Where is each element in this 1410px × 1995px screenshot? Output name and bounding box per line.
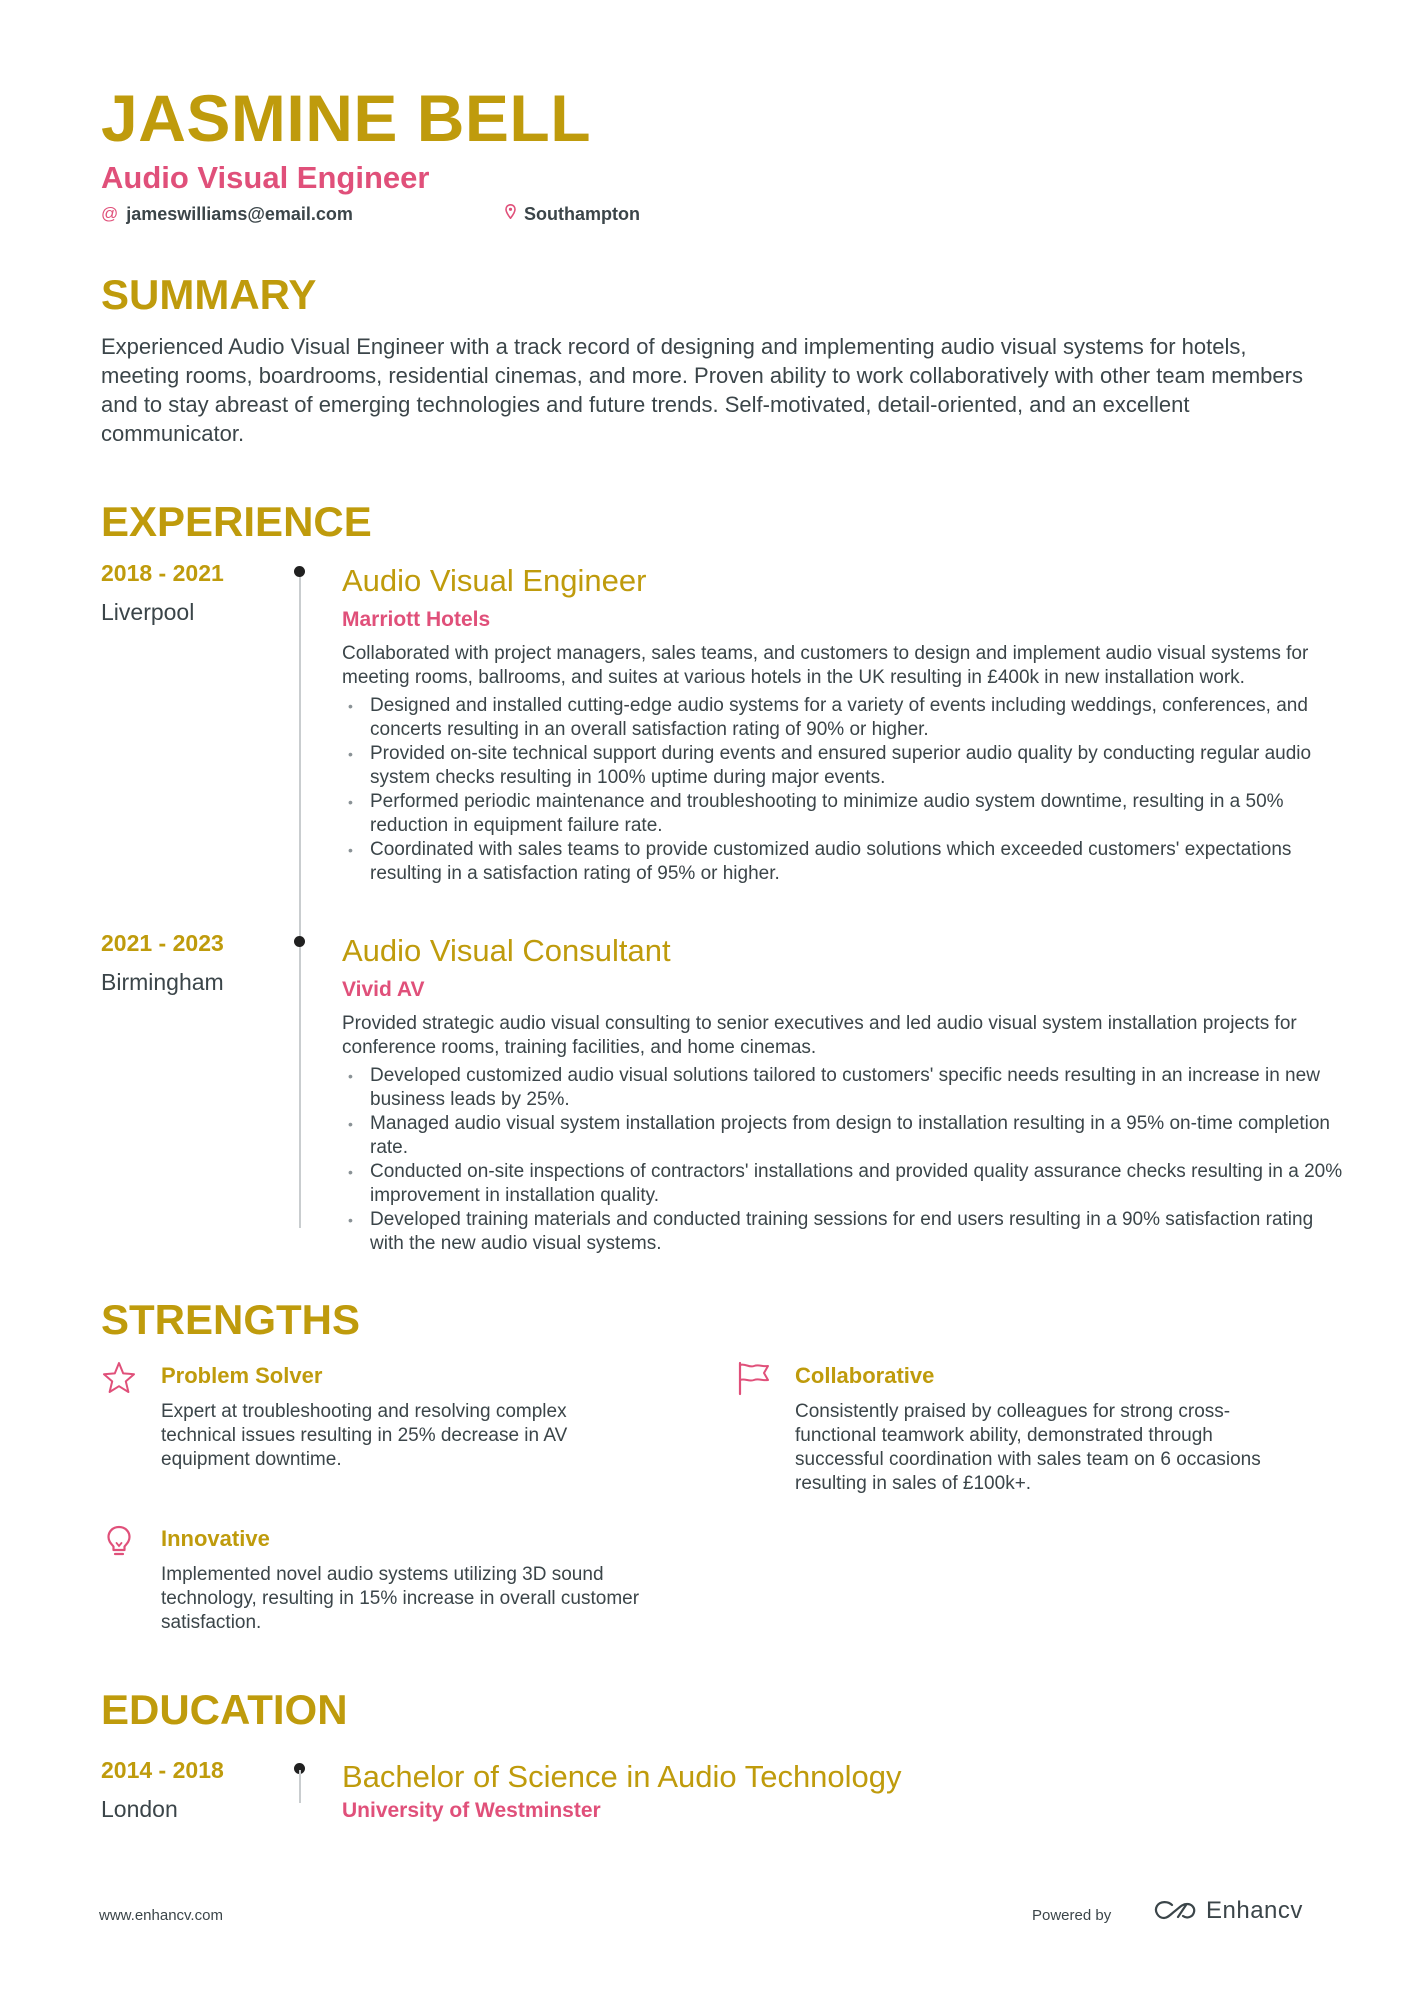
job-bullet: • Managed audio visual system installation projects from design to installation resulting in a 95% on-time completion rate. — [342, 1112, 1345, 1160]
timeline-line — [299, 572, 301, 1228]
strength-item — [101, 1360, 621, 1490]
education-location: London — [101, 1796, 178, 1822]
timeline-dot — [294, 566, 305, 577]
job-company: Marriott Hotels — [342, 608, 491, 631]
flag-icon — [735, 1360, 771, 1396]
job-bullet: • Coordinated with sales teams to provide customized audio solutions which exceeded customers' expectations resulting in a satisfaction rating of 95% or higher. — [342, 838, 1345, 886]
strength-item — [101, 1523, 640, 1653]
contact-location — [505, 202, 640, 226]
job-location: Birmingham — [101, 969, 224, 995]
job-location: Liverpool — [101, 599, 195, 625]
job-role: Audio Visual Engineer — [342, 563, 647, 598]
strength-item — [735, 1360, 1261, 1494]
job-role: Audio Visual Consultant — [342, 933, 671, 968]
job-entry — [342, 932, 1343, 1256]
strength-description: Implemented novel audio systems utilizing 3D sound technology, resulting in 15% increase in overall customer satisfaction. — [161, 1564, 640, 1633]
email-text: jameswilliams@email.com — [126, 204, 353, 224]
summary-text: Experienced Audio Visual Engineer with a track record of designing and implementing audio visual systems for hotels, meeting rooms, boardrooms, residential cinemas, and more. Proven ability to work collaboratively with other team members and to stay abreast of emerging technologies and future trends. Self-motivated, detail-oriented, and an excellent communicator. — [101, 334, 1303, 446]
enhancv-logo[interactable] — [1152, 1897, 1303, 1925]
job-dates: 2018 - 2021 — [101, 560, 224, 586]
map-pin-icon — [505, 202, 516, 226]
education-degree: Bachelor of Science in Audio Technology — [342, 1759, 902, 1794]
job-bullet: • Provided on-site technical support during events and ensured superior audio quality by conducting regular audio system checks resulting in 100% uptime during major events. — [342, 742, 1345, 790]
job-bullet: • Developed training materials and conducted training sessions for end users resulting in a 90% satisfaction rating with the new audio visual systems. — [342, 1208, 1345, 1256]
job-description: Collaborated with project managers, sales teams, and customers to design and implement audio visual systems for meeting rooms, ballrooms, and suites at various hotels in the UK resulting in £400k in new installation work. — [342, 643, 1309, 688]
job-company: Vivid AV — [342, 978, 425, 1001]
lightbulb-icon — [101, 1523, 137, 1559]
job-dates: 2021 - 2023 — [101, 930, 224, 956]
footer-url[interactable]: www.enhancv.com — [99, 1907, 223, 1924]
job-bullet: • Designed and installed cutting-edge audio systems for a variety of events including weddings, conferences, and concerts resulting in an overall satisfaction rating of 90% or higher. — [342, 694, 1345, 742]
location-text: Southampton — [524, 204, 640, 224]
strength-title: Innovative — [161, 1526, 270, 1551]
enhancv-logo-icon — [1152, 1899, 1198, 1923]
summary-heading: SUMMARY — [101, 271, 317, 318]
job-entry — [342, 562, 1322, 886]
job-description: Provided strategic audio visual consulting to senior executives and led audio visual system installation projects for conference rooms, training facilities, and home cinemas. — [342, 1013, 1297, 1058]
education-dates: 2014 - 2018 — [101, 1757, 224, 1783]
education-heading: EDUCATION — [101, 1686, 348, 1733]
strengths-heading: STRENGTHS — [101, 1296, 361, 1343]
education-school: University of Westminster — [342, 1799, 601, 1822]
at-icon: @ — [101, 204, 119, 223]
job-bullet: • Conducted on-site inspections of contractors' installations and provided quality assurance checks resulting in a 20% improvement in installation quality. — [342, 1160, 1345, 1208]
candidate-title: Audio Visual Engineer — [101, 160, 430, 195]
brand-name: Enhancv — [1206, 1897, 1303, 1924]
strength-description: Expert at troubleshooting and resolving complex technical issues resulting in 25% decrease in AV equipment downtime. — [161, 1401, 568, 1470]
strength-title: Collaborative — [795, 1363, 935, 1388]
experience-heading: EXPERIENCE — [101, 498, 372, 545]
job-bullet: • Performed periodic maintenance and troubleshooting to minimize audio system downtime, resulting in a 50% reduction in equipment failure rate. — [342, 790, 1345, 838]
timeline-line — [299, 1770, 301, 1803]
timeline-dot — [294, 936, 305, 947]
strength-title: Problem Solver — [161, 1363, 323, 1388]
strength-description: Consistently praised by colleagues for strong cross-functional teamwork ability, demonstrated through successful coordination with sales team on 6 occasions resulting in sales of £100k+. — [795, 1401, 1261, 1494]
powered-by-label: Powered by — [1032, 1907, 1112, 1924]
job-bullets — [342, 694, 1322, 886]
candidate-name: JASMINE BELL — [101, 81, 592, 155]
star-icon — [101, 1360, 137, 1396]
contact-email[interactable] — [101, 202, 353, 226]
job-bullets — [342, 1064, 1343, 1256]
job-bullet: • Developed customized audio visual solutions tailored to customers' specific needs resulting in an increase in new business leads by 25%. — [342, 1064, 1345, 1112]
